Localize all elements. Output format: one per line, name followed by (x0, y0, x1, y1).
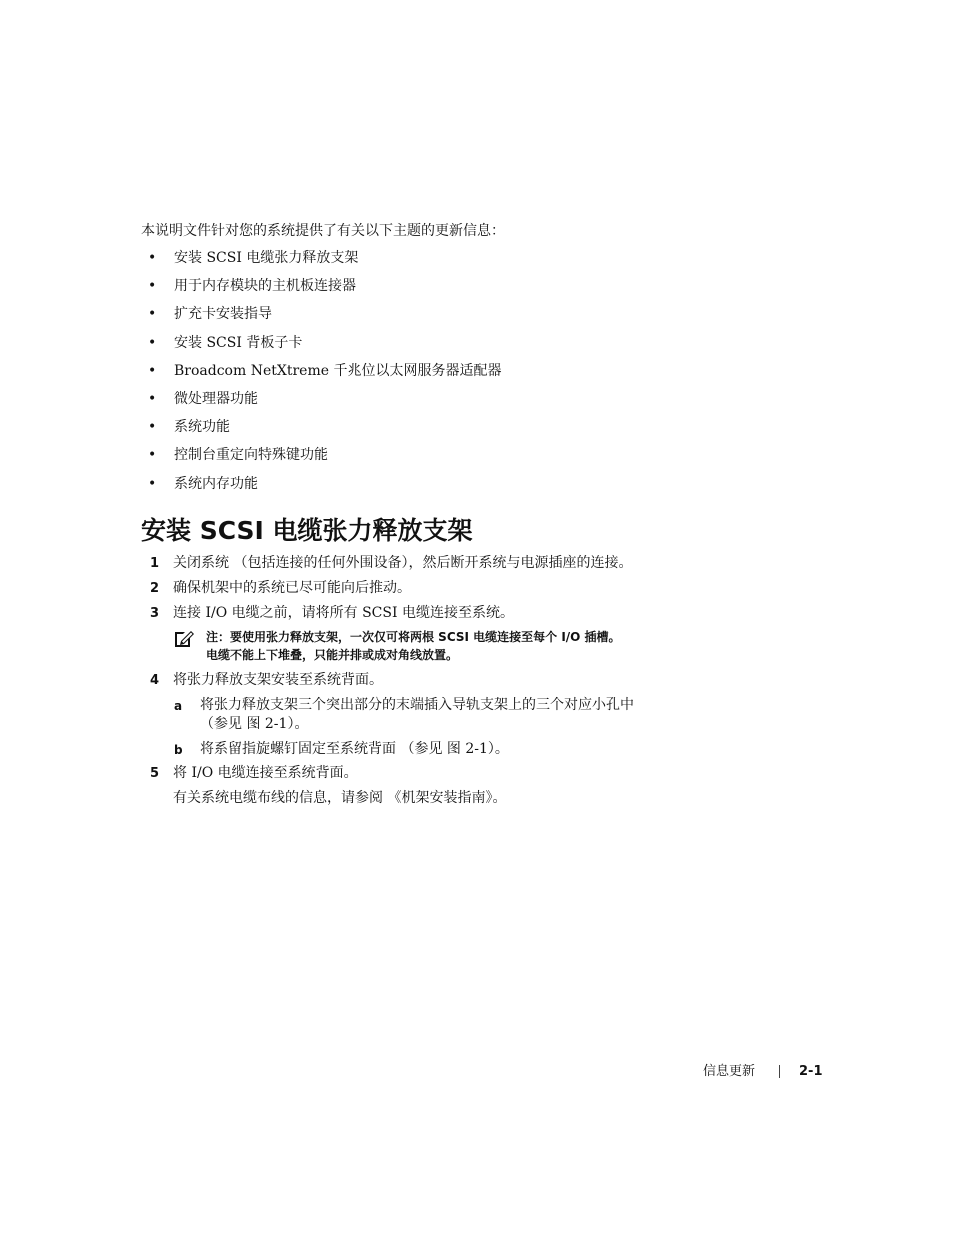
step-number: 2 (150, 581, 160, 596)
closing-paragraph: 有关系统电缆布线的信息，请参阅 《机架安装指南》。 (173, 790, 507, 806)
bullet-icon: • (148, 334, 157, 351)
bullet-icon: • (148, 419, 157, 436)
intro-paragraph: 本说明文件针对您的系统提供了有关以下主题的更新信息： (141, 223, 505, 239)
step-number: 1 (150, 556, 160, 571)
list-item-text: 扩充卡安装指导 (174, 306, 272, 323)
step-number: 5 (150, 766, 160, 781)
list-item (141, 304, 501, 332)
section-heading: 安装 SCSI 电缆张力释放支架 (141, 516, 473, 545)
list-item (141, 474, 501, 502)
list-item-text: 系统功能 (174, 419, 230, 436)
list-item-text: 微处理器功能 (174, 390, 258, 407)
list-item-text: 安装 SCSI 电缆张力释放支架 (174, 250, 359, 266)
bullet-icon: • (148, 447, 157, 464)
step-text: 关闭系统 （包括连接的任何外围设备），然后断开系统与电源插座的连接。 (173, 555, 633, 571)
note-line-2: 电缆不能上下堆叠，只能并排或成对角线放置。 (206, 648, 459, 662)
step-text: 确保机架中的系统已尽可能向后推动。 (173, 580, 411, 596)
bullet-icon: • (148, 278, 157, 295)
step-text: 将 I/O 电缆连接至系统背面。 (173, 765, 358, 781)
step-text: 连接 I/O 电缆之前，请将所有 SCSI 电缆连接至系统。 (173, 605, 514, 621)
list-item (141, 276, 501, 304)
bullet-icon: • (148, 390, 157, 407)
list-item (141, 361, 501, 389)
pencil-note-icon (173, 629, 195, 649)
bullet-icon: • (148, 306, 157, 323)
substep-letter: b (174, 743, 183, 757)
substep-text-line-1: 将张力释放支架三个突出部分的末端插入导轨支架上的三个对应小孔中 (200, 697, 634, 713)
note-line-1: 注：要使用张力释放支架，一次仅可将两根 SCSI 电缆连接至每个 I/O 插槽。 (206, 630, 621, 644)
list-item (141, 445, 501, 473)
list-item-text: Broadcom NetXtreme 千兆位以太网服务器适配器 (174, 362, 502, 379)
list-item (141, 417, 501, 445)
step-text: 将张力释放支架安装至系统背面。 (173, 672, 383, 688)
page-number: 2-1 (799, 1064, 823, 1079)
page-footer (703, 1063, 823, 1081)
list-item-text: 系统内存功能 (174, 475, 258, 492)
list-item (141, 248, 501, 276)
list-item-text: 用于内存模块的主机板连接器 (174, 278, 356, 295)
bullet-icon: • (148, 362, 157, 379)
substep-text-line-2: （参见 图 2-1）。 (200, 716, 309, 732)
list-item (141, 389, 501, 417)
bullet-icon: • (148, 475, 157, 492)
list-item (141, 333, 501, 361)
list-item-text: 控制台重定向特殊键功能 (174, 447, 328, 464)
topic-list (141, 248, 501, 502)
bullet-icon: • (148, 250, 157, 266)
note-text (206, 628, 621, 664)
substep-text-line-1: 将系留指旋螺钉固定至系统背面 （参见 图 2-1）。 (200, 741, 509, 757)
step-number: 3 (150, 606, 160, 621)
step-number: 4 (150, 673, 160, 688)
footer-divider (779, 1065, 780, 1078)
footer-section-name: 信息更新 (703, 1064, 756, 1079)
substep-letter: a (174, 699, 183, 713)
list-item-text: 安装 SCSI 背板子卡 (174, 334, 303, 351)
